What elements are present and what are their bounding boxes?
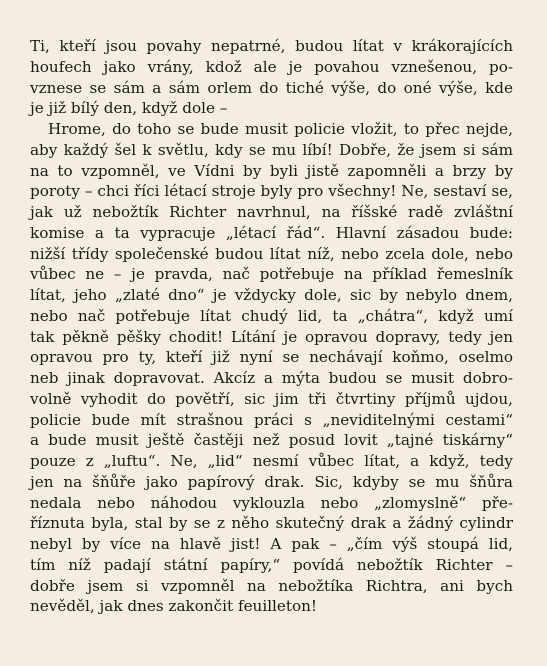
text-line-11: nižší třídy společenské budou lítat níž, nebo zcela dole, nebo [30, 244, 513, 263]
text-line-24: říznuta byla, stal by se z něho skutečný drak a žádný cylindr [30, 514, 513, 533]
text-line-4: je již bílý den, když dole – [30, 99, 228, 118]
text-line-23: nedala nebo náhodou vyklouzla nebo „zlomyslně“ pře- [30, 493, 513, 512]
text-line-21: pouze z „luftu“. Ne, „lid“ nesmí vůbec lítat, a když, tedy [30, 452, 513, 470]
text-line-20: a bude musit ještě častěji než posud lovit „tajné tiskárny“ [30, 431, 513, 450]
text-line-8: poroty – chci říci létací stroje byly pro všechny! Ne, sestaví se, [30, 182, 513, 201]
text-line-19: policie bude mít strašnou práci s „neviditelnými cestami“ [30, 410, 513, 429]
text-line-28: nevěděl, jak dnes zakončit feuilleton! [30, 597, 318, 616]
text-line-7: na to vzpomněl, ve Vídni by byli jistě zapomněli a brzy by [30, 161, 513, 180]
text-line-22: jen na šňůře jako papírový drak. Sic, kdyby se mu šňůra [30, 472, 513, 491]
text-line-10: komise a ta vypracuje „létací řád“. Hlavní zásadou bude: [30, 223, 513, 242]
text-line-16: opravou pro ty, kteří již nyní se nechávají koňmo, oselmo [30, 348, 513, 367]
text-line-26: tím níž padají státní papíry,“ povídá nebožtík Richter – [30, 555, 513, 574]
text-line-1: Ti, kteří jsou povahy nepatrné, budou lítat v krákorajících [30, 37, 513, 55]
text-line-18: volně vyhodit do povětří, sic jim tři čtvrtiny příjmů ujdou, [30, 389, 513, 408]
text-line-15: tak pěkně pěšky chodit! Lítání je opravou dopravy, tedy jen [30, 327, 513, 346]
text-line-5: Hrome, do toho se bude musit policie vložit, to přec nejde, [48, 120, 513, 138]
text-line-13: lítat, jeho „zlaté dno“ je vždycky dole, sic by nebylo dnem, [30, 286, 513, 304]
text-line-6: aby každý šel k světlu, kdy se mu líbí! Dobře, že jsem si sám [30, 140, 513, 159]
text-line-12: vůbec ne – je pravda, nač potřebuje na příklad řemeslník [30, 265, 513, 284]
text-line-2: houfech jako vrány, kdož ale je povahou vznešenou, po- [30, 57, 513, 76]
text-line-27: dobře jsem si vzpomněl na nebožtíka Richtra, ani bych [30, 576, 513, 595]
text-line-25: nebyl by více na hlavě jist! A pak – „čím výš stoupá lid, [30, 535, 513, 553]
body-text [30, 36, 513, 617]
text-line-14: nebo nač potřebuje lítat chudý lid, ta „chátra“, když umí [30, 306, 513, 325]
text-line-9: jak už nebožtík Richter navrhnul, na říšské radě zvláštní [30, 203, 513, 221]
text-line-17: neb jinak dopravovat. Akcíz a mýta budou se musit dobro- [30, 369, 513, 387]
text-line-3: vznese se sám a sám orlem do tiché výše, do oné výše, kde [30, 78, 513, 97]
